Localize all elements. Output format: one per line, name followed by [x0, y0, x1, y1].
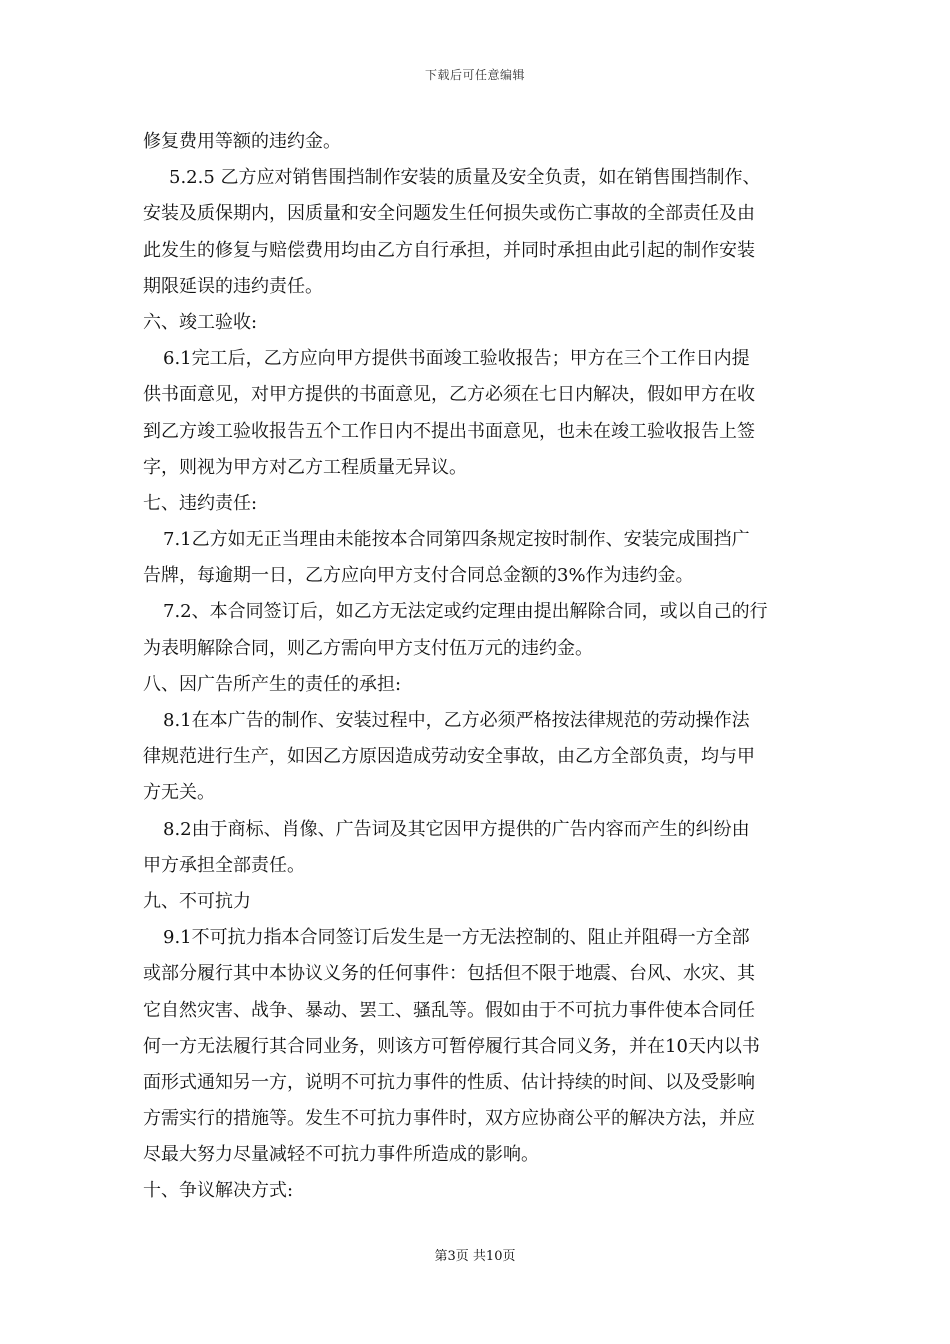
section-heading: 六、竣工验收:	[143, 311, 258, 333]
body-line: 9.1不可抗力指本合同签订后发生是一方无法控制的、阻止并阻碍一方全部	[163, 927, 750, 949]
section-heading: 七、违约责任:	[143, 492, 258, 514]
page-number: 第3页 共10页	[434, 1249, 516, 1264]
body-line: 安装及质保期内，因质量和安全问题发生任何损失或伤亡事故的全部责任及由	[143, 203, 755, 225]
body-line: 它自然灾害、战争、暴动、罢工、骚乱等。假如由于不可抗力事件使本合同任	[143, 999, 755, 1021]
body-line: 面形式通知另一方，说明不可抗力事件的性质、估计持续的时间、以及受影响	[143, 1071, 755, 1093]
body-line: 尽最大努力尽量减轻不可抗力事件所造成的影响。	[143, 1144, 539, 1166]
section-heading: 十、争议解决方式:	[143, 1180, 294, 1202]
page-header-note: 下载后可任意编辑	[424, 68, 525, 82]
body-line: 8.2由于商标、肖像、广告词及其它因甲方提供的广告内容而产生的纠纷由	[163, 818, 750, 840]
document-body	[143, 124, 808, 1210]
section-heading: 八、因广告所产生的责任的承担:	[143, 673, 402, 695]
body-line: 7.1乙方如无正当理由未能按本合同第四条规定按时制作、安装完成围挡广	[163, 529, 750, 551]
body-line: 修复费用等额的违约金。	[143, 131, 341, 152]
body-line: 期限延误的违约责任。	[143, 275, 323, 297]
body-line: 方无关。	[143, 782, 215, 804]
body-line: 此发生的修复与赔偿费用均由乙方自行承担，并同时承担由此引起的制作安装	[143, 239, 755, 261]
body-line: 律规范进行生产，如因乙方原因造成劳动安全事故，由乙方全部负责，均与甲	[143, 746, 755, 768]
body-line: 7.2、本合同签订后，如乙方无法定或约定理由提出解除合同，或以自己的行	[163, 601, 768, 623]
section-heading: 九、不可抗力	[143, 890, 251, 912]
body-line: 告牌，每逾期一日，乙方应向甲方支付合同总金额的3%作为违约金。	[143, 565, 694, 587]
body-line: 6.1完工后，乙方应向甲方提供书面竣工验收报告；甲方在三个工作日内提	[163, 348, 750, 370]
body-line: 5.2.5 乙方应对销售围挡制作安装的质量及安全负责，如在销售围挡制作、	[169, 167, 761, 189]
body-line: 何一方无法履行其合同业务，则该方可暂停履行其合同义务，并在10天内以书	[143, 1035, 760, 1057]
body-line: 供书面意见，对甲方提供的书面意见，乙方必须在七日内解决，假如甲方在收	[143, 384, 755, 406]
body-line: 或部分履行其中本协议义务的任何事件：包括但不限于地震、台风、水灾、其	[143, 963, 755, 985]
body-line: 甲方承担全部责任。	[143, 854, 305, 876]
body-line: 8.1在本广告的制作、安装过程中，乙方必须严格按法律规范的劳动操作法	[163, 710, 750, 731]
body-line: 方需实行的措施等。发生不可抗力事件时，双方应协商公平的解决方法，并应	[143, 1108, 755, 1130]
body-line: 为表明解除合同，则乙方需向甲方支付伍万元的违约金。	[143, 637, 593, 659]
body-line: 字，则视为甲方对乙方工程质量无异议。	[143, 456, 467, 478]
body-line: 到乙方竣工验收报告五个工作日内不提出书面意见，也未在竣工验收报告上签	[143, 420, 755, 442]
